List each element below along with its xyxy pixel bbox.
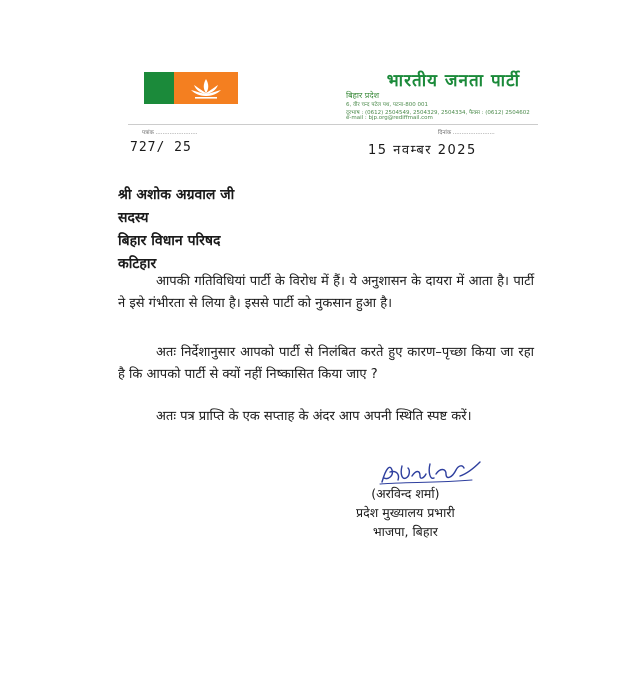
recipient-name: श्री अशोक अग्रवाल जी [118,187,235,203]
party-email: e-mail : bjp.org@rediffmail.com [346,115,433,121]
signatory-org: भाजपा, बिहार [372,524,438,539]
party-phone: दूरभाष : (0612) 2504549, 2504329, 2504334, फैक्स : (0612) 2504602 [346,110,530,116]
flag-green-band [144,72,174,104]
letterhead [128,62,538,142]
signatory-designation: प्रदेश मुख्यालय प्रभारी [356,505,455,520]
flag-saffron-band [174,72,238,104]
date-label: दिनांक ........................ [438,130,495,136]
party-state-unit: बिहार प्रदेश [346,91,380,100]
body-paragraph: अतः पत्र प्राप्ति के एक सप्ताह के अंदर आप अपनी स्थिति स्पष्ट करें। [156,409,472,424]
party-name: भारतीय जनता पार्टी [386,71,520,91]
body-paragraph: अतः निर्देशानुसार आपको पार्टी से निलंबित करते हुए कारण–पृच्छा किया जा रहा है कि आपको पार्टी से क्यों नहीं निष्कासित किया जाए ? [118,345,534,382]
ref-number-label: पत्रांक ........................ [142,130,198,136]
lotus-icon [189,76,223,100]
signatory-name: (अरविन्द शर्मा) [371,486,440,501]
letterhead-divider [128,124,538,125]
recipient-house: बिहार विधान परिषद [118,233,221,249]
recipient-designation: सदस्य [118,210,149,226]
signatory-block [356,484,455,541]
party-address: 6, वीर चन्द पटेल पथ, पटना-800 001 [346,102,428,108]
party-flag [144,72,238,104]
recipient-place: कटिहार [118,256,157,272]
body-paragraph: आपकी गतिविधियां पार्टी के विरोध में हैं। ये अनुशासन के दायरा में आता है। पार्टी ने इसे गंभीरता से लिया है। इससे पार्टी को नुकसान हुआ है। [118,274,534,311]
recipient-block [118,184,234,276]
letter-date: 15 नवम्बर 2025 [368,143,477,158]
letter-reference-number: 727/ 25 [130,140,192,155]
